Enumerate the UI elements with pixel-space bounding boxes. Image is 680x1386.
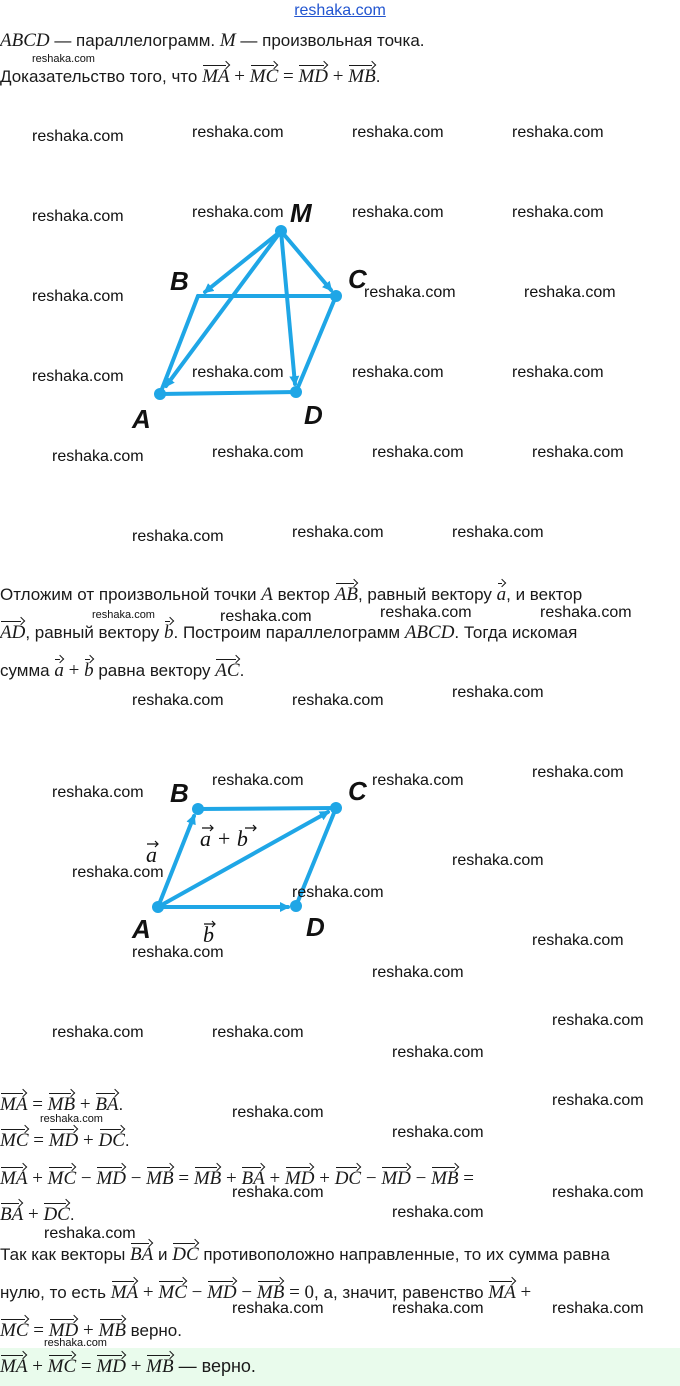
segment-bc-2 <box>198 808 336 809</box>
watermark: reshaka.com <box>220 608 312 625</box>
label-a: A <box>132 404 151 434</box>
label-b: B <box>170 266 189 296</box>
point-d <box>290 386 302 398</box>
para2-line-2: AD, равный вектору b. Построим параллелограмм ABCD. Тогда искомая <box>0 622 578 643</box>
watermark: reshaka.com <box>212 1024 304 1041</box>
watermark: reshaka.com <box>452 524 544 541</box>
vector-ab <box>158 816 194 907</box>
watermark: reshaka.com <box>512 124 604 141</box>
watermark: reshaka.com <box>532 764 624 781</box>
watermark: reshaka.com <box>352 364 444 381</box>
watermark: reshaka.com <box>452 852 544 869</box>
equation-3-cont: BA + DC. <box>0 1204 75 1225</box>
watermark: reshaka.com <box>32 53 95 65</box>
watermark: reshaka.com <box>32 208 124 225</box>
point-c-2 <box>330 802 342 814</box>
equation-3: MA + MC − MD − MB = MB + BA + MD + DC − MD − MB = <box>0 1168 474 1189</box>
segment-ad <box>160 392 296 394</box>
task-line-1: ABCD — параллелограмм. M — произвольная точка. <box>0 30 425 51</box>
watermark: reshaka.com <box>192 204 284 221</box>
watermark: reshaka.com <box>72 864 164 881</box>
watermark: reshaka.com <box>32 128 124 145</box>
para2-line-1: Отложим от произвольной точки A вектор AB, равный вектору a, и вектор <box>0 584 583 605</box>
point-m <box>275 225 287 237</box>
watermark: reshaka.com <box>232 1184 324 1201</box>
watermark: reshaka.com <box>212 772 304 789</box>
label-vector-b: b <box>203 922 214 947</box>
label-c: C <box>348 264 367 294</box>
point-c <box>330 290 342 302</box>
label-vector-sum: a + b <box>200 826 248 851</box>
watermark: reshaka.com <box>512 204 604 221</box>
label-m: M <box>290 198 312 228</box>
watermark: reshaka.com <box>44 1225 136 1242</box>
proof-line-3: MC = MD + MB верно. <box>0 1320 182 1341</box>
watermark: reshaka.com <box>352 124 444 141</box>
label-b-2: B <box>170 778 189 808</box>
label-d: D <box>304 400 323 430</box>
figure-parallelogram-with-point-m <box>0 190 680 440</box>
watermark: reshaka.com <box>392 1300 484 1317</box>
watermark: reshaka.com <box>52 448 144 465</box>
watermark: reshaka.com <box>524 284 616 301</box>
site-link[interactable]: reshaka.com <box>294 2 386 19</box>
answer-line: MA + MC = MD + MB — верно. <box>0 1356 256 1377</box>
watermark: reshaka.com <box>132 692 224 709</box>
watermark: reshaka.com <box>292 524 384 541</box>
watermark: reshaka.com <box>232 1300 324 1317</box>
watermark: reshaka.com <box>292 692 384 709</box>
watermark: reshaka.com <box>372 444 464 461</box>
parallelogram-name: ABCD <box>0 30 50 51</box>
watermark: reshaka.com <box>292 884 384 901</box>
watermark: reshaka.com <box>512 364 604 381</box>
proof-line-2: нулю, то есть MA + MC − MD − MB = 0, а, значит, равенство MA + <box>0 1282 532 1303</box>
watermark: reshaka.com <box>452 684 544 701</box>
watermark: reshaka.com <box>552 1184 644 1201</box>
proof-line-1: Так как векторы BA и DC противоположно направленные, то их сумма равна <box>0 1244 610 1265</box>
equation-2: MC = MD + DC. <box>0 1130 130 1151</box>
watermark: reshaka.com <box>192 124 284 141</box>
watermark: reshaka.com <box>392 1124 484 1141</box>
watermark: reshaka.com <box>372 964 464 981</box>
watermark: reshaka.com <box>192 364 284 381</box>
watermark: reshaka.com <box>552 1300 644 1317</box>
watermark: reshaka.com <box>92 609 155 621</box>
para2-line-3: сумма a + b равна вектору AC. <box>0 660 245 681</box>
watermark: reshaka.com <box>364 284 456 301</box>
label-a-2: A <box>132 914 151 944</box>
watermark: reshaka.com <box>52 784 144 801</box>
vector-mc <box>281 231 331 290</box>
watermark: reshaka.com <box>40 1113 103 1125</box>
watermark: reshaka.com <box>532 444 624 461</box>
label-c-2: C <box>348 776 367 806</box>
label-vector-a: a <box>146 842 157 867</box>
watermark: reshaka.com <box>540 604 632 621</box>
watermark: reshaka.com <box>132 528 224 545</box>
watermark: reshaka.com <box>32 288 124 305</box>
equation-1: MA = MB + BA. <box>0 1094 124 1115</box>
watermark: reshaka.com <box>352 204 444 221</box>
watermark: reshaka.com <box>392 1204 484 1221</box>
segment-dc <box>296 296 336 392</box>
point-b-2 <box>192 803 204 815</box>
watermark: reshaka.com <box>372 772 464 789</box>
vector-ma <box>166 231 281 386</box>
watermark: reshaka.com <box>532 932 624 949</box>
watermark: reshaka.com <box>132 944 224 961</box>
vector-md <box>281 231 295 384</box>
watermark: reshaka.com <box>212 444 304 461</box>
watermark: reshaka.com <box>32 368 124 385</box>
task-line-2: Доказательство того, что MA + MC = MD + MB. <box>0 66 381 87</box>
point-a <box>154 388 166 400</box>
watermark: reshaka.com <box>552 1012 644 1029</box>
watermark: reshaka.com <box>44 1337 107 1349</box>
watermark: reshaka.com <box>552 1092 644 1109</box>
watermark: reshaka.com <box>392 1044 484 1061</box>
watermark: reshaka.com <box>52 1024 144 1041</box>
watermark: reshaka.com <box>380 604 472 621</box>
point-a-2 <box>152 901 164 913</box>
watermark: reshaka.com <box>232 1104 324 1121</box>
label-d-2: D <box>306 912 325 942</box>
